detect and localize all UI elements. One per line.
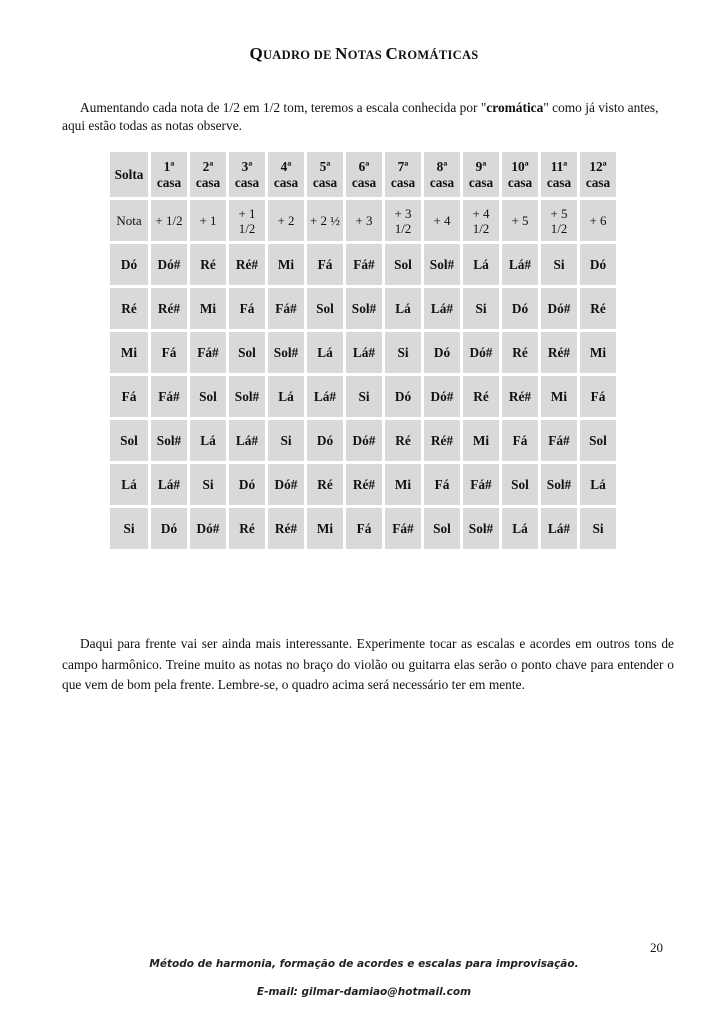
- fret-ordinal: 10ª: [511, 158, 529, 174]
- page-number: 20: [650, 940, 663, 955]
- fret-label: casa: [468, 174, 494, 190]
- note-cell: Ré: [463, 376, 499, 417]
- note-cell: Dó: [229, 464, 265, 505]
- note-cell: Lá#: [307, 376, 343, 417]
- note-cell: Dó#: [190, 508, 226, 549]
- header-cell-solta: Solta: [110, 152, 148, 197]
- interval-cell: + 5: [502, 200, 538, 241]
- fret-ordinal: 9ª: [475, 158, 487, 174]
- fret-ordinal: 1ª: [163, 158, 175, 174]
- fret-label: casa: [351, 174, 377, 190]
- note-cell: Lá: [385, 288, 421, 329]
- note-cell: Sol#: [151, 420, 187, 461]
- note-cell: Ré: [385, 420, 421, 461]
- note-cell: Ré: [580, 288, 616, 329]
- note-cell: Ré#: [268, 508, 304, 549]
- note-cell: Sol: [110, 420, 148, 461]
- note-cell: Fá: [151, 332, 187, 373]
- header-cell-casa: [502, 152, 538, 197]
- fret-ordinal: 6ª: [358, 158, 370, 174]
- note-cell: Fá: [424, 464, 460, 505]
- note-cell: Dó: [502, 288, 538, 329]
- table-header-row: [110, 152, 616, 197]
- note-cell: Si: [268, 420, 304, 461]
- header-cell-casa: [541, 152, 577, 197]
- note-cell: Dó#: [463, 332, 499, 373]
- note-cell: Dó#: [424, 376, 460, 417]
- note-cell: Lá#: [151, 464, 187, 505]
- fret-ordinal: 12ª: [589, 158, 607, 174]
- note-cell: Ré#: [424, 420, 460, 461]
- page-title: QUADRO DE NOTAS CROMÁTICAS: [249, 44, 479, 63]
- interval-cell: + 2 ½: [307, 200, 343, 241]
- note-cell: Sol: [424, 508, 460, 549]
- note-cell: Si: [346, 376, 382, 417]
- fret-label: casa: [195, 174, 221, 190]
- table-row: [110, 288, 616, 329]
- interval-cell: + 3 1/2: [385, 200, 421, 241]
- table-row: [110, 244, 616, 285]
- note-cell: Dó#: [268, 464, 304, 505]
- header-cell-casa: [151, 152, 187, 197]
- note-cell: Mi: [385, 464, 421, 505]
- fret-ordinal: 7ª: [397, 158, 409, 174]
- note-cell: Fá#: [463, 464, 499, 505]
- header-cell-casa: [580, 152, 616, 197]
- note-cell: Fá#: [541, 420, 577, 461]
- interval-cell: + 5 1/2: [541, 200, 577, 241]
- note-cell: Fá#: [268, 288, 304, 329]
- header-cell-casa: [190, 152, 226, 197]
- note-cell: Ré#: [151, 288, 187, 329]
- note-cell: Sol: [307, 288, 343, 329]
- note-cell: Ré#: [541, 332, 577, 373]
- header-cell-casa: [424, 152, 460, 197]
- interval-cell: + 3: [346, 200, 382, 241]
- outro-paragraph: Daqui para frente vai ser ainda mais interessante. Experimente tocar as escalas e acordes em outros tons de campo harmônico. Treine muito as notas no braço do violão ou guitarra elas serão o ponto chave para entender o que vem de bom pela frente. Lembre-se, o quadro acima será necessário ter em mente.: [62, 636, 674, 692]
- note-cell: Ré: [229, 508, 265, 549]
- note-cell: Ré#: [346, 464, 382, 505]
- note-cell: Fá#: [385, 508, 421, 549]
- note-cell: Fá: [580, 376, 616, 417]
- note-cell: Fá#: [190, 332, 226, 373]
- fret-ordinal: 5ª: [319, 158, 331, 174]
- note-cell: Lá: [463, 244, 499, 285]
- interval-row: [110, 200, 616, 241]
- fret-label: casa: [156, 174, 182, 190]
- note-cell: Dó: [385, 376, 421, 417]
- note-cell: Lá: [307, 332, 343, 373]
- note-cell: Si: [463, 288, 499, 329]
- fret-ordinal: 8ª: [436, 158, 448, 174]
- emphasis-cromatica: cromática: [486, 100, 544, 115]
- fret-label: casa: [390, 174, 416, 190]
- note-cell: Dó: [110, 244, 148, 285]
- note-cell: Ré: [307, 464, 343, 505]
- header-cell-casa: [463, 152, 499, 197]
- fret-ordinal: 4ª: [280, 158, 292, 174]
- note-cell: Ré#: [229, 244, 265, 285]
- note-cell: Dó#: [541, 288, 577, 329]
- table-row: [110, 464, 616, 505]
- interval-cell: + 6: [580, 200, 616, 241]
- note-cell: Dó: [151, 508, 187, 549]
- note-cell: Fá: [110, 376, 148, 417]
- note-cell: Mi: [307, 508, 343, 549]
- interval-cell: + 4 1/2: [463, 200, 499, 241]
- note-cell: Lá: [580, 464, 616, 505]
- note-cell: Lá#: [541, 508, 577, 549]
- note-cell: Sol#: [346, 288, 382, 329]
- fret-label: casa: [273, 174, 299, 190]
- note-cell: Mi: [541, 376, 577, 417]
- note-cell: Fá: [502, 420, 538, 461]
- interval-cell: + 1: [190, 200, 226, 241]
- note-cell: Lá#: [229, 420, 265, 461]
- note-cell: Ré: [502, 332, 538, 373]
- note-cell: Sol: [385, 244, 421, 285]
- note-cell: Mi: [110, 332, 148, 373]
- chromatic-notes-table: [107, 149, 619, 552]
- fret-ordinal: 11ª: [550, 158, 568, 174]
- note-cell: Si: [110, 508, 148, 549]
- note-cell: Mi: [463, 420, 499, 461]
- note-cell: Ré: [110, 288, 148, 329]
- header-cell-casa: [307, 152, 343, 197]
- table-row: [110, 508, 616, 549]
- note-cell: Mi: [190, 288, 226, 329]
- note-cell: Dó: [424, 332, 460, 373]
- note-cell: Si: [580, 508, 616, 549]
- fret-ordinal: 2ª: [202, 158, 214, 174]
- footer-email: E-mail: gilmar-damiao@hotmail.com: [256, 986, 472, 998]
- header-cell-casa: [229, 152, 265, 197]
- fret-label: casa: [546, 174, 572, 190]
- fret-label: casa: [312, 174, 338, 190]
- table-row: [110, 332, 616, 373]
- note-cell: Sol#: [463, 508, 499, 549]
- note-cell: Dó: [307, 420, 343, 461]
- note-cell: Sol: [502, 464, 538, 505]
- intro-paragraph: Aumentando cada nota de 1/2 em 1/2 tom, teremos a escala conhecida por "cromática" como já visto antes, aqui estão todas as notas observe.: [62, 100, 659, 133]
- note-cell: Si: [385, 332, 421, 373]
- header-cell-casa: [346, 152, 382, 197]
- note-cell: Lá#: [424, 288, 460, 329]
- note-cell: Lá: [110, 464, 148, 505]
- note-cell: Dó: [580, 244, 616, 285]
- note-cell: Sol: [229, 332, 265, 373]
- footer-book-title: Método de harmonia, formação de acordes e escalas para improvisação.: [149, 958, 579, 970]
- interval-cell: + 4: [424, 200, 460, 241]
- note-cell: Fá: [229, 288, 265, 329]
- fret-label: casa: [429, 174, 455, 190]
- note-cell: Si: [190, 464, 226, 505]
- note-cell: Dó#: [346, 420, 382, 461]
- interval-cell: + 1 1/2: [229, 200, 265, 241]
- note-cell: Lá#: [346, 332, 382, 373]
- note-cell: Sol#: [424, 244, 460, 285]
- note-cell: Si: [541, 244, 577, 285]
- note-cell: Mi: [580, 332, 616, 373]
- note-cell: Lá: [502, 508, 538, 549]
- note-cell: Ré#: [502, 376, 538, 417]
- note-cell: Ré: [190, 244, 226, 285]
- interval-cell: + 2: [268, 200, 304, 241]
- note-cell: Sol#: [541, 464, 577, 505]
- note-cell: Fá#: [346, 244, 382, 285]
- interval-cell: Nota: [110, 200, 148, 241]
- fret-label: casa: [234, 174, 260, 190]
- fret-label: casa: [585, 174, 611, 190]
- note-cell: Lá#: [502, 244, 538, 285]
- header-cell-casa: [385, 152, 421, 197]
- table-row: [110, 376, 616, 417]
- fret-ordinal: 3ª: [241, 158, 253, 174]
- note-cell: Lá: [190, 420, 226, 461]
- note-cell: Sol: [190, 376, 226, 417]
- interval-cell: + 1/2: [151, 200, 187, 241]
- note-cell: Dó#: [151, 244, 187, 285]
- note-cell: Sol#: [268, 332, 304, 373]
- note-cell: Sol: [580, 420, 616, 461]
- note-cell: Sol#: [229, 376, 265, 417]
- header-cell-casa: [268, 152, 304, 197]
- note-cell: Mi: [268, 244, 304, 285]
- note-cell: Lá: [268, 376, 304, 417]
- note-cell: Fá: [307, 244, 343, 285]
- note-cell: Fá#: [151, 376, 187, 417]
- fret-label: casa: [507, 174, 533, 190]
- note-cell: Fá: [346, 508, 382, 549]
- table-row: [110, 420, 616, 461]
